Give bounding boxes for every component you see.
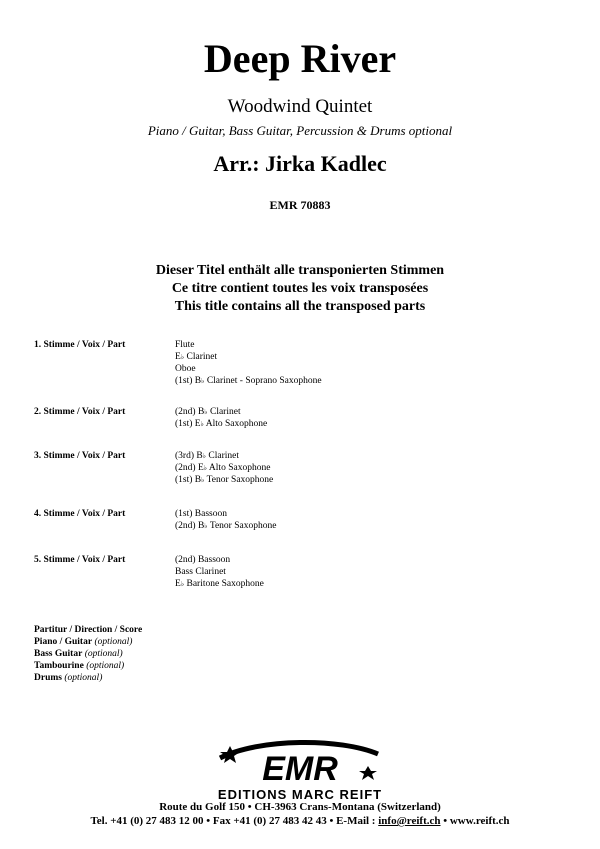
instrument-name: Clarinet <box>207 407 241 417</box>
instrument-prefix: Bass Clarinet <box>175 567 226 577</box>
score-item-optional: (optional) <box>61 673 103 683</box>
instrument-prefix: (1st) B <box>175 475 202 485</box>
score-item-label: Tambourine <box>34 661 84 671</box>
instrument-prefix: (3rd) B <box>175 451 203 461</box>
score-item <box>34 660 142 672</box>
score-item <box>34 648 142 660</box>
instrument-item <box>175 554 264 566</box>
part-instruments <box>175 554 264 590</box>
flat-sign: ♭ <box>204 522 208 530</box>
emr-logo <box>200 738 400 788</box>
flat-sign: ♭ <box>204 408 208 416</box>
instrument-prefix: (2nd) Bassoon <box>175 555 231 565</box>
score-item <box>34 636 142 648</box>
instrument-item <box>175 351 322 363</box>
part-row <box>34 406 574 430</box>
score-item <box>34 624 142 636</box>
part-instruments <box>175 406 267 430</box>
instrument-item <box>175 462 273 474</box>
instrument-name: Clarinet <box>206 451 239 461</box>
flat-sign: ♭ <box>203 464 208 472</box>
score-item-label: Drums <box>34 673 62 683</box>
instrument-name: Baritone Saxophone <box>184 579 264 589</box>
instrument-prefix: (2nd) B <box>175 521 205 531</box>
flat-sign: ♭ <box>201 377 205 385</box>
instrument-prefix: (1st) E <box>175 419 201 429</box>
part-instruments <box>175 339 322 387</box>
website[interactable]: • www.reift.ch <box>440 815 510 827</box>
part-row <box>34 508 574 532</box>
part-label: 5. Stimme / Voix / Part <box>34 555 126 565</box>
score-item-label: Piano / Guitar <box>34 637 93 647</box>
instrument-item <box>175 520 276 532</box>
part-label: 2. Stimme / Voix / Part <box>34 407 126 417</box>
instrument-item <box>175 508 276 520</box>
instrument-item <box>175 450 273 462</box>
instrument-prefix: (2nd) B <box>175 407 205 417</box>
subtitle: Woodwind Quintet <box>227 96 373 117</box>
part-label: 3. Stimme / Voix / Part <box>34 451 126 461</box>
part-instruments <box>175 450 273 486</box>
instrumentation-note: Piano / Guitar, Bass Guitar, Percussion & Drums optional <box>147 123 453 138</box>
part-label: 4. Stimme / Voix / Part <box>34 509 126 519</box>
instrument-prefix: (1st) Bassoon <box>175 509 227 519</box>
instrument-item <box>175 418 267 430</box>
part-row <box>34 339 574 387</box>
instrument-prefix: (2nd) E <box>175 463 204 473</box>
contact-phone-fax: Tel. +41 (0) 27 483 12 00 • Fax +41 (0) 27 483 42 43 • E-Mail : <box>90 815 379 827</box>
score-item-label: Bass Guitar <box>34 649 83 659</box>
instrument-prefix: (1st) B <box>175 376 202 386</box>
instrument-item <box>175 474 273 486</box>
parts-list <box>34 339 574 590</box>
instrument-name: Oboe <box>175 364 196 374</box>
instrument-name: Clarinet - Soprano Saxophone <box>204 376 322 386</box>
notice-line-fr: Ce titre contient toutes les voix transposées <box>171 281 429 296</box>
part-row <box>34 450 574 486</box>
transposed-notice <box>0 262 600 316</box>
score-item <box>34 672 142 684</box>
flat-sign: ♭ <box>180 580 185 588</box>
part-instruments <box>175 508 276 532</box>
email-link[interactable]: info@reift.ch <box>378 815 441 827</box>
flat-sign: ♭ <box>200 420 204 428</box>
score-list <box>34 624 142 684</box>
part-label: 1. Stimme / Voix / Part <box>34 340 126 350</box>
instrument-name: Alto Saxophone <box>207 463 271 473</box>
instrument-item <box>175 339 322 351</box>
instrument-item <box>175 363 322 375</box>
flat-sign: ♭ <box>202 452 207 460</box>
flat-sign: ♭ <box>180 353 185 361</box>
instrument-name: Flute <box>175 340 195 350</box>
arranger: Arr.: Jirka Kadlec <box>213 151 387 176</box>
instrument-prefix: E <box>175 352 181 362</box>
notice-line-de: Dieser Titel enthält alle transponierten Stimmen <box>155 263 445 278</box>
instrument-item <box>175 375 322 387</box>
score-item-label: Partitur / Direction / Score <box>34 625 143 635</box>
publisher-contact <box>0 814 600 828</box>
instrument-item <box>175 578 264 590</box>
page-title: Deep River <box>203 36 397 81</box>
instrument-item <box>175 406 267 418</box>
instrument-name: Clarinet <box>184 352 218 362</box>
catalog-number: EMR 70883 <box>269 198 331 212</box>
instrument-name: Tenor Saxophone <box>207 521 277 531</box>
instrument-name: Alto Saxophone <box>203 419 268 429</box>
notice-line-en: This title contains all the transposed parts <box>174 299 426 314</box>
instrument-item <box>175 566 264 578</box>
publisher-address: Route du Golf 150 • CH-3963 Crans-Montana (Switzerland) <box>159 801 441 813</box>
score-item-optional: (optional) <box>83 661 125 671</box>
logo-text: EMR <box>262 750 338 788</box>
instrument-name: Tenor Saxophone <box>204 475 274 485</box>
publisher-name: EDITIONS MARC REIFT <box>217 787 383 802</box>
score-item-optional: (optional) <box>92 637 133 647</box>
score-item-optional: (optional) <box>82 649 123 659</box>
part-row <box>34 554 574 590</box>
instrument-prefix: E <box>175 579 181 589</box>
flat-sign: ♭ <box>201 476 205 484</box>
